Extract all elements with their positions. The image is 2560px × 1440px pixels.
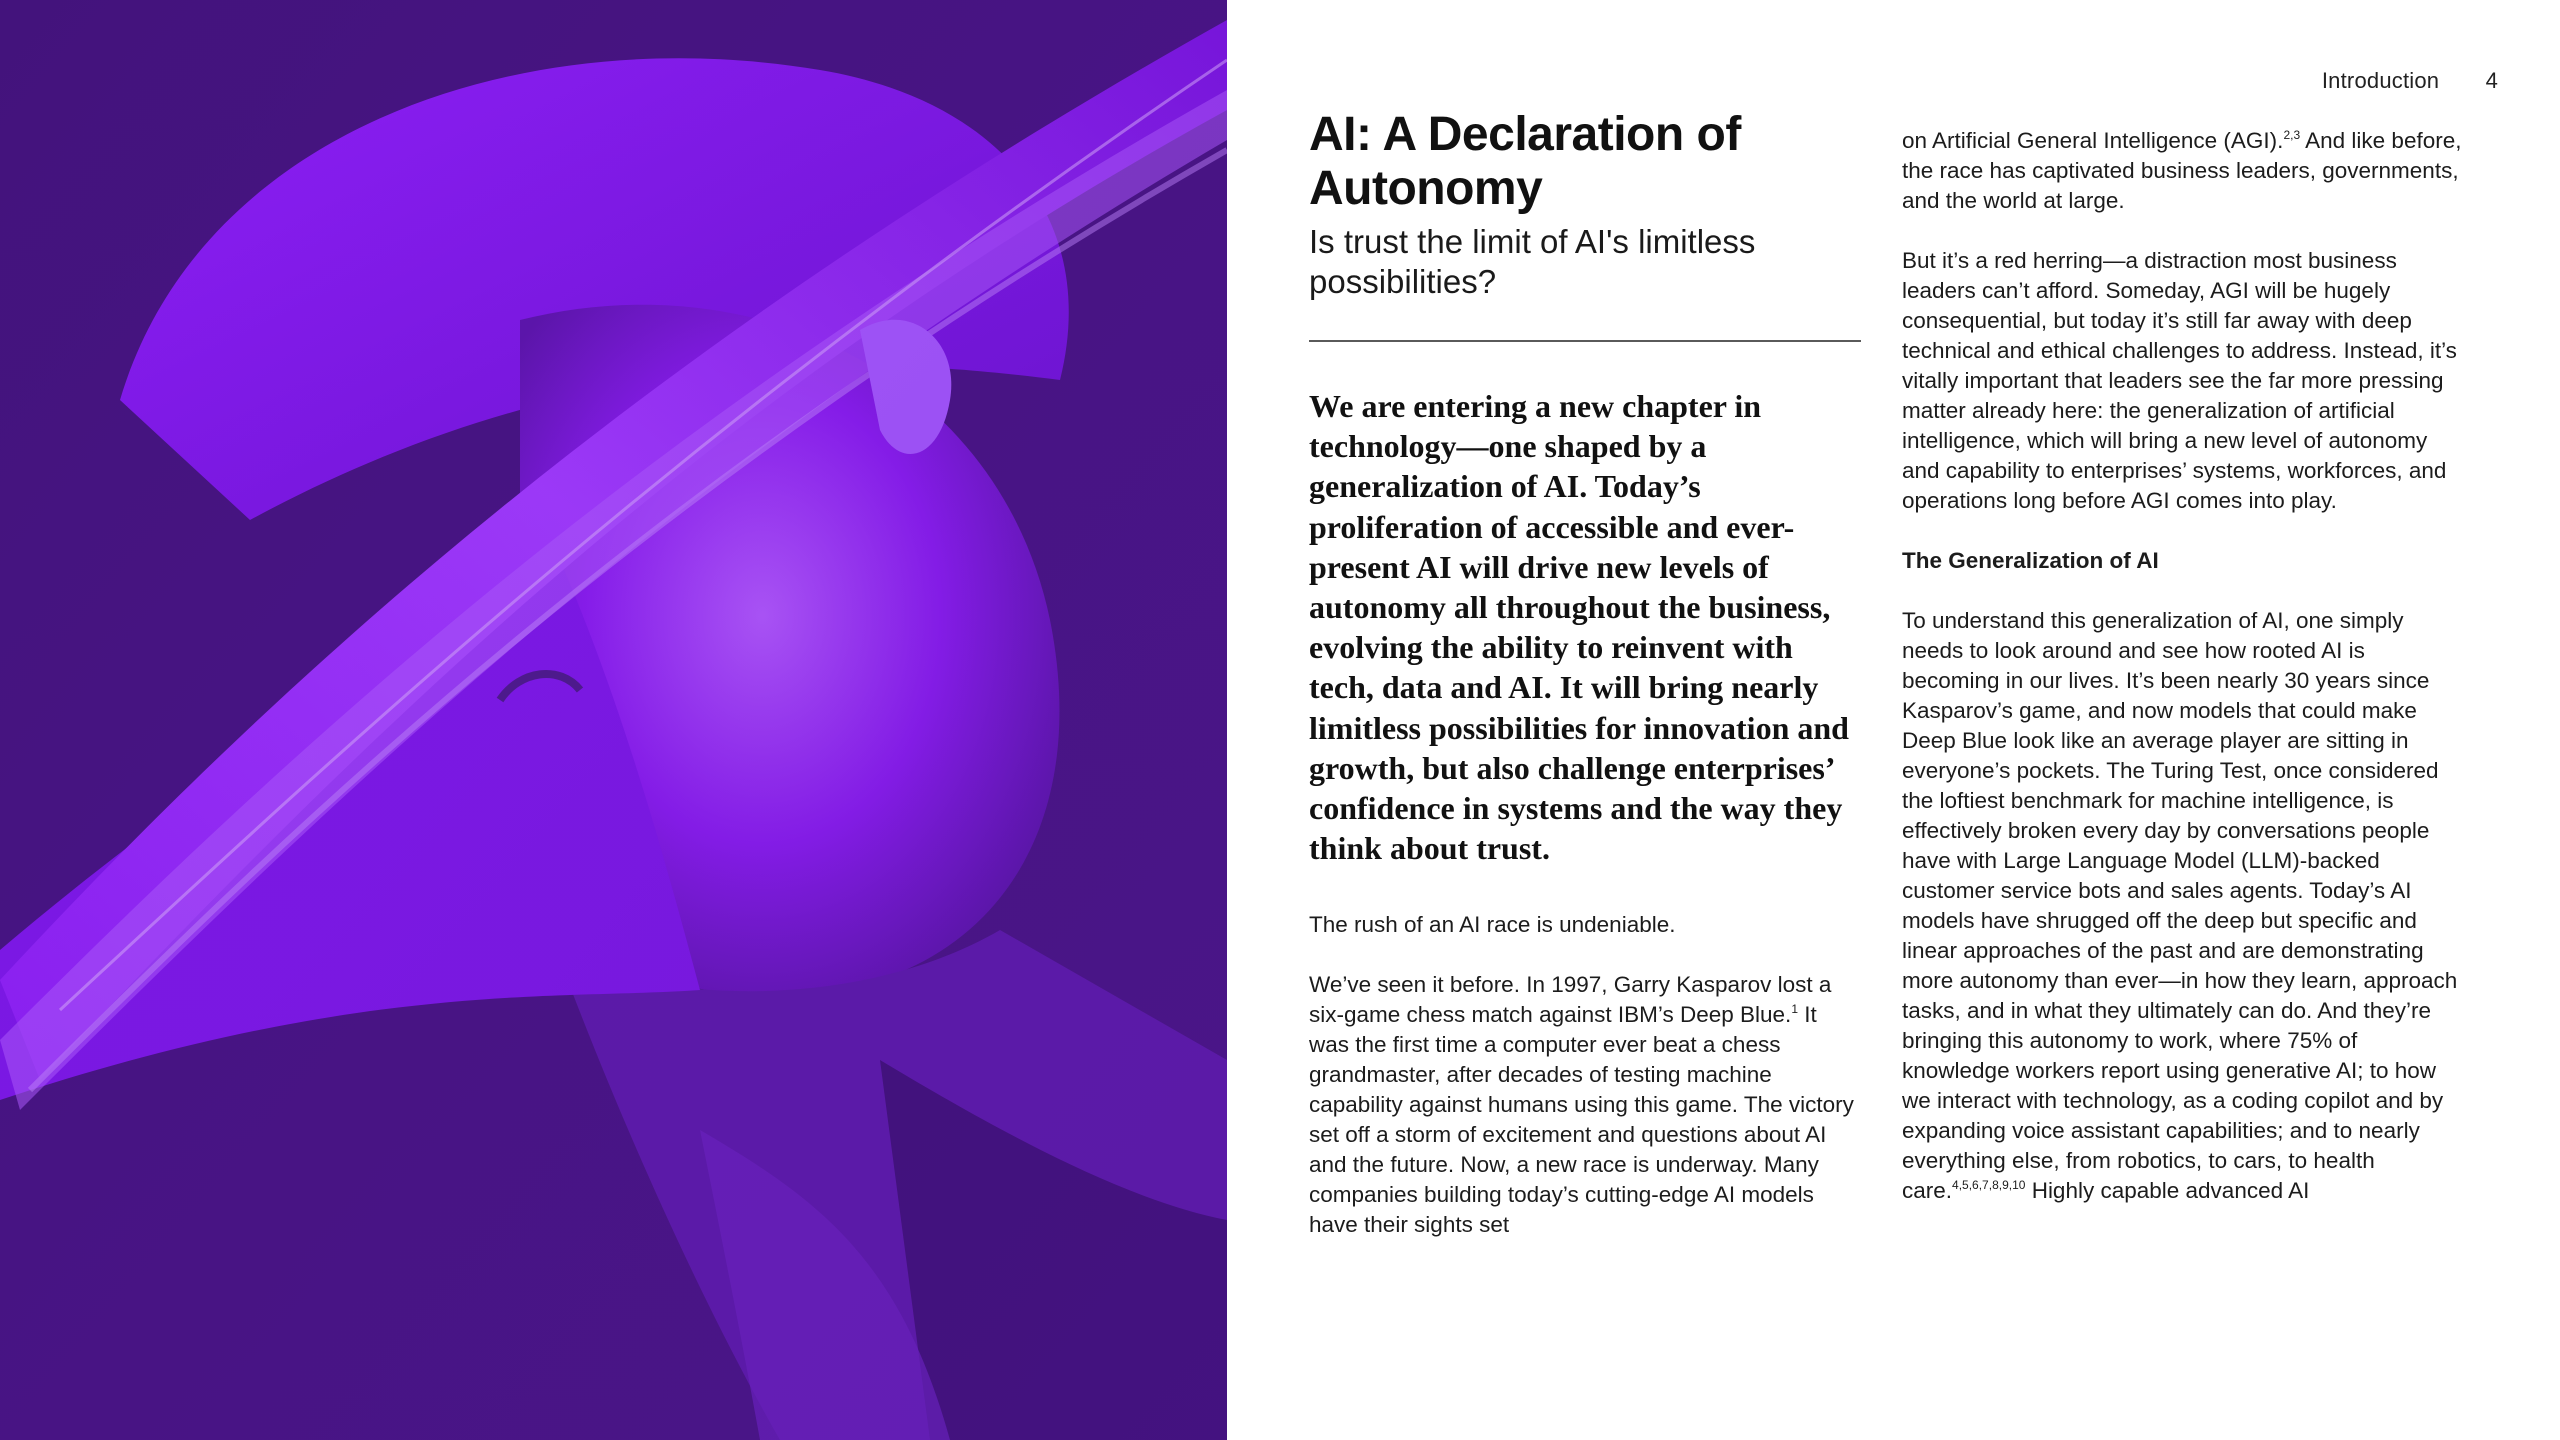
- paragraph-text: on Artificial General Intelligence (AGI).: [1902, 128, 2284, 153]
- left-body: [1309, 910, 1861, 1240]
- hero-illustration: [0, 0, 1227, 1440]
- body-paragraph: The rush of an AI race is undeniable.: [1309, 912, 1676, 938]
- paragraph-text: And like before, the race has captivated business leaders, governments, and the world at large.: [1902, 128, 2462, 213]
- paragraph-text: Highly capable advanced AI: [2025, 1178, 2310, 1203]
- footnote-ref[interactable]: 1: [1791, 1002, 1798, 1017]
- lede-paragraph: We are entering a new chapter in technology—one shaped by a generalization of AI. Today’s proliferation of accessible and ever-present AI will drive new levels of autonomy all throughout the business, evolving the ability to reinvent with tech, data and AI. It will bring nearly limitless possibilities for innovation and growth, but also challenge enterprises’ confidence in systems and the way they think about trust.: [1309, 388, 1849, 867]
- body-paragraph: [1902, 126, 2462, 216]
- section-label: Introduction: [2321, 68, 2440, 93]
- paragraph-text: We’ve seen it before. In 1997, Garry Kasparov lost a six-game chess match against IBM’s Deep Blue.: [1309, 972, 1832, 1028]
- right-column: [1902, 126, 2462, 1236]
- paragraph-text: It was the first time a computer ever beat a chess grandmaster, after decades of testing machine capability against humans using this game. The victory set off a storm of excitement and questions about AI and the future. Now, a new race is underway. Many companies building today’s cutting-edge AI models have their sights set: [1309, 1002, 1854, 1238]
- body-paragraph: But it’s a red herring—a distraction most business leaders can’t afford. Someday, AGI will be hugely consequential, but today it’s still far away with deep technical and ethical challenges to address. Instead, it’s vitally important that leaders see the far more pressing matter already here: the generalization of artificial intelligence, which will bring a new level of autonomy and capability to enterprises’ systems, workforces, and operations long before AGI comes into play.: [1902, 248, 2457, 513]
- footnote-ref[interactable]: 4,5,6,7,8,9,10: [1952, 1178, 2026, 1192]
- section-subheading: The Generalization of AI: [1902, 548, 2159, 573]
- page-number: 4: [2485, 68, 2498, 93]
- body-paragraph: [1902, 606, 2462, 1206]
- paragraph-text: To understand this generalization of AI, one simply needs to look around and see how rooted AI is becoming in our lives. It’s been nearly 30 years since Kasparov’s game, and now models that could make Deep Blue look like an average player are sitting in everyone’s pockets. The Turing Test, once considered the loftiest benchmark for machine intelligence, is effectively broken every day by conversations people have with Large Language Model (LLM)-backed customer service bots and sales agents. Today’s AI models have shrugged off the deep but specific and linear approaches of the past and are demonstrating more autonomy than ever—in how they learn, approach tasks, and in what they ultimately can do. And they’re bringing this autonomy to work, where 75% of knowledge workers report using generative AI; to how we interact with technology, as a coding copilot and by expanding voice assistant capabilities; and to nearly everything else, from robotics, to cars, to health care.: [1902, 608, 2458, 1203]
- page-subtitle: Is trust the limit of AI's limitless possibilities?: [1309, 223, 1756, 300]
- page-title: AI: A Declaration of Autonomy: [1309, 108, 1741, 215]
- body-paragraph: [1309, 970, 1861, 1240]
- page-header: [2322, 68, 2498, 94]
- divider: [1309, 340, 1861, 342]
- footnote-ref[interactable]: 2,3: [2283, 128, 2301, 142]
- left-column: [1309, 108, 1861, 1270]
- hero-image: [0, 0, 1227, 1440]
